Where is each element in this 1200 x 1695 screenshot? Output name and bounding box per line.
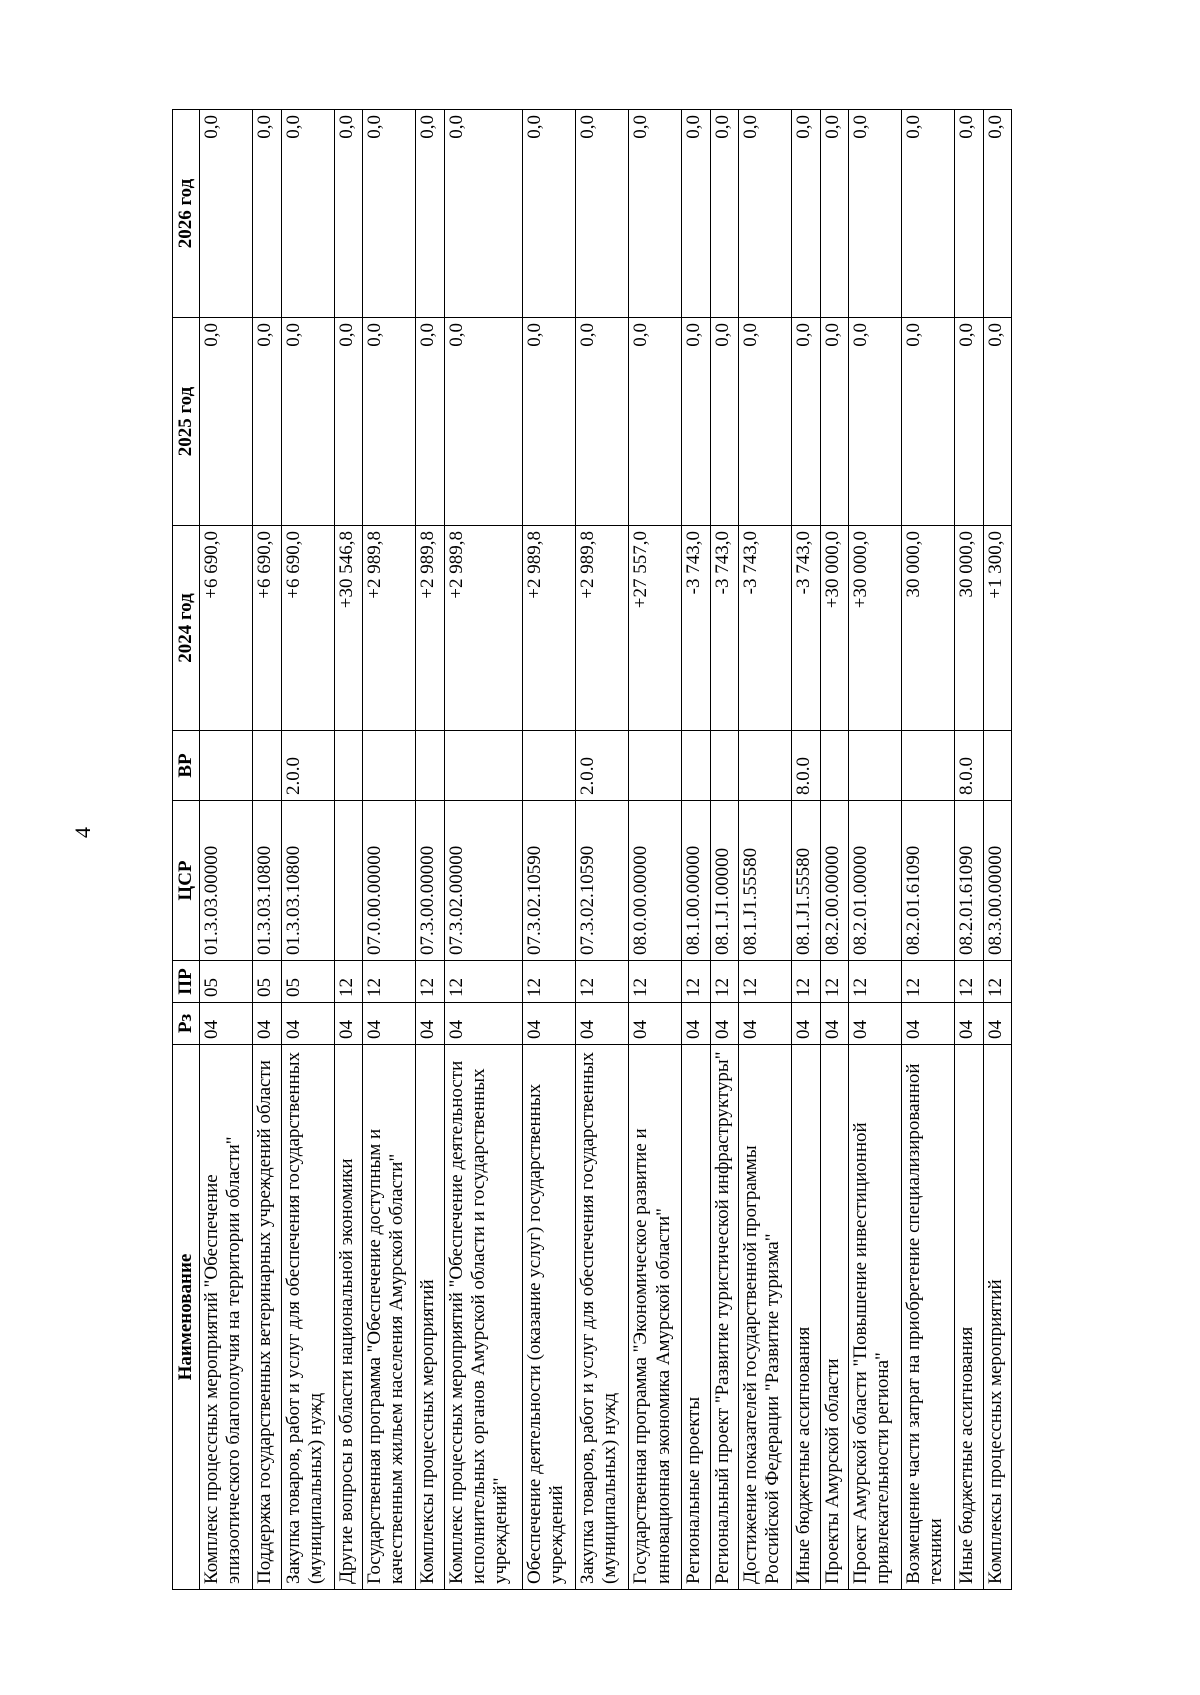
cell-y2025: 0,0 [575,318,628,526]
cell-y2025: 0,0 [200,318,253,526]
table-row [281,110,334,1590]
table-row [682,110,710,1590]
cell-y2024: +27 557,0 [629,526,682,731]
cell-y2025: 0,0 [629,318,682,526]
cell-name: Достижение показателей государственной программы Российской Федерации "Развитие туризма" [739,1045,792,1590]
cell-y2025: 0,0 [416,318,444,526]
cell-y2024: +2 989,8 [416,526,444,731]
cell-rz: 04 [820,1003,848,1045]
cell-csr: 07.3.00.00000 [416,801,444,961]
cell-y2026: 0,0 [792,110,820,318]
cell-vr: 2.0.0 [281,731,334,801]
header-pr: ПР [173,961,200,1003]
cell-pr: 12 [575,961,628,1003]
cell-csr: 01.3.03.10800 [253,801,281,961]
cell-rz: 04 [955,1003,983,1045]
cell-pr: 05 [281,961,334,1003]
cell-pr: 12 [710,961,738,1003]
cell-vr: 8.0.0 [955,731,983,801]
cell-name: Государственная программа "Экономическое развитие и инновационная экономика Амурской области" [629,1045,682,1590]
cell-pr: 05 [253,961,281,1003]
cell-y2024: +6 690,0 [200,526,253,731]
cell-csr: 08.2.00.00000 [820,801,848,961]
cell-name: Закупка товаров, работ и услуг для обеспечения государственных (муниципальных) нужд [575,1045,628,1590]
cell-y2025: 0,0 [253,318,281,526]
header-row [173,110,200,1590]
cell-name: Комплексы процессных мероприятий [983,1045,1011,1590]
cell-name: Проект Амурской области "Повышение инвестиционной привлекательности региона" [848,1045,901,1590]
cell-y2024: +1 300,0 [983,526,1011,731]
cell-y2025: 0,0 [682,318,710,526]
cell-y2024: 30 000,0 [902,526,955,731]
table-row [955,110,983,1590]
cell-csr: 08.1.J1.55580 [792,801,820,961]
cell-rz: 04 [682,1003,710,1045]
cell-y2026: 0,0 [416,110,444,318]
cell-y2026: 0,0 [983,110,1011,318]
table-row [710,110,738,1590]
cell-y2025: 0,0 [792,318,820,526]
cell-pr: 12 [629,961,682,1003]
cell-vr [522,731,575,801]
cell-vr: 2.0.0 [575,731,628,801]
cell-name: Комплекс процессных мероприятий "Обеспечение эпизоотического благополучия на территории области" [200,1045,253,1590]
cell-csr: 08.2.01.61090 [902,801,955,961]
table-row [575,110,628,1590]
cell-vr [983,731,1011,801]
cell-y2024: -3 743,0 [792,526,820,731]
budget-table [172,109,1012,1590]
cell-vr [902,731,955,801]
cell-vr [820,731,848,801]
cell-vr [710,731,738,801]
cell-pr: 12 [955,961,983,1003]
cell-y2026: 0,0 [522,110,575,318]
cell-csr [334,801,362,961]
table-body [200,110,1012,1590]
cell-rz: 04 [792,1003,820,1045]
header-vr: ВР [173,731,200,801]
cell-y2026: 0,0 [848,110,901,318]
cell-name: Обеспечение деятельности (оказание услуг) государственных учреждений [522,1045,575,1590]
cell-vr [739,731,792,801]
cell-vr [848,731,901,801]
cell-csr: 01.3.03.00000 [200,801,253,961]
cell-y2024: +2 989,8 [363,526,416,731]
cell-pr: 12 [522,961,575,1003]
cell-y2025: 0,0 [710,318,738,526]
cell-pr: 12 [792,961,820,1003]
cell-y2024: +2 989,8 [444,526,522,731]
header-2025: 2025 год [173,318,200,526]
cell-pr: 12 [820,961,848,1003]
table-row [363,110,416,1590]
cell-name: Иные бюджетные ассигнования [792,1045,820,1590]
cell-pr: 12 [983,961,1011,1003]
table-row [334,110,362,1590]
cell-rz: 04 [200,1003,253,1045]
table-row [629,110,682,1590]
cell-pr: 12 [444,961,522,1003]
cell-pr: 12 [902,961,955,1003]
header-2024: 2024 год [173,526,200,731]
cell-pr: 12 [682,961,710,1003]
cell-rz: 04 [629,1003,682,1045]
cell-y2024: +30 546,8 [334,526,362,731]
cell-csr: 07.3.02.10590 [522,801,575,961]
cell-y2025: 0,0 [983,318,1011,526]
cell-y2026: 0,0 [334,110,362,318]
table-row [416,110,444,1590]
cell-csr: 01.3.03.10800 [281,801,334,961]
cell-y2026: 0,0 [955,110,983,318]
header-csr: ЦСР [173,801,200,961]
cell-rz: 04 [739,1003,792,1045]
cell-y2025: 0,0 [363,318,416,526]
table-row [820,110,848,1590]
cell-rz: 04 [902,1003,955,1045]
cell-y2024: +2 989,8 [575,526,628,731]
cell-y2026: 0,0 [363,110,416,318]
cell-pr: 12 [334,961,362,1003]
cell-vr: 8.0.0 [792,731,820,801]
table-row [200,110,253,1590]
table-row [792,110,820,1590]
table-row [444,110,522,1590]
cell-y2025: 0,0 [739,318,792,526]
cell-name: Государственная программа "Обеспечение доступным и качественным жильем населения Амурской области" [363,1045,416,1590]
cell-rz: 04 [281,1003,334,1045]
cell-y2026: 0,0 [902,110,955,318]
cell-y2024: +2 989,8 [522,526,575,731]
cell-y2026: 0,0 [200,110,253,318]
cell-y2025: 0,0 [334,318,362,526]
cell-name: Региональные проекты [682,1045,710,1590]
page-number: 4 [70,827,95,838]
cell-y2026: 0,0 [682,110,710,318]
cell-csr: 07.0.00.00000 [363,801,416,961]
table-row [848,110,901,1590]
cell-vr [416,731,444,801]
cell-y2024: +30 000,0 [820,526,848,731]
cell-y2026: 0,0 [281,110,334,318]
cell-y2024: +6 690,0 [281,526,334,731]
header-2026: 2026 год [173,110,200,318]
cell-vr [200,731,253,801]
cell-rz: 04 [444,1003,522,1045]
cell-name: Комплексы процессных мероприятий [416,1045,444,1590]
cell-y2026: 0,0 [820,110,848,318]
cell-pr: 12 [416,961,444,1003]
rotated-table-container [172,110,1012,1590]
cell-y2025: 0,0 [848,318,901,526]
cell-rz: 04 [416,1003,444,1045]
cell-vr [334,731,362,801]
cell-pr: 12 [363,961,416,1003]
cell-y2025: 0,0 [522,318,575,526]
cell-y2024: -3 743,0 [682,526,710,731]
cell-name: Комплекс процессных мероприятий "Обеспечение деятельности исполнительных органов Амурской области и государственных учреждений" [444,1045,522,1590]
cell-y2025: 0,0 [955,318,983,526]
cell-vr [629,731,682,801]
cell-rz: 04 [983,1003,1011,1045]
cell-pr: 12 [848,961,901,1003]
cell-csr: 08.1.00.00000 [682,801,710,961]
cell-y2024: -3 743,0 [710,526,738,731]
header-rz: Рз [173,1003,200,1045]
cell-name: Поддержка государственных ветеринарных учреждений области [253,1045,281,1590]
cell-y2026: 0,0 [575,110,628,318]
cell-csr: 08.1.J1.55580 [739,801,792,961]
cell-name: Региональный проект "Развитие туристической инфраструктуры" [710,1045,738,1590]
cell-rz: 04 [253,1003,281,1045]
cell-rz: 04 [334,1003,362,1045]
cell-y2025: 0,0 [281,318,334,526]
cell-y2026: 0,0 [710,110,738,318]
cell-name: Возмещение части затрат на приобретение специализированной техники [902,1045,955,1590]
cell-y2025: 0,0 [820,318,848,526]
cell-name: Проекты Амурской области [820,1045,848,1590]
cell-y2025: 0,0 [902,318,955,526]
cell-csr: 08.2.01.61090 [955,801,983,961]
cell-y2024: 30 000,0 [955,526,983,731]
cell-y2026: 0,0 [739,110,792,318]
cell-y2024: +6 690,0 [253,526,281,731]
table-row [983,110,1011,1590]
cell-csr: 08.0.00.00000 [629,801,682,961]
cell-vr [444,731,522,801]
cell-y2024: +30 000,0 [848,526,901,731]
table-row [739,110,792,1590]
table-row [253,110,281,1590]
cell-rz: 04 [522,1003,575,1045]
cell-vr [253,731,281,801]
cell-pr: 05 [200,961,253,1003]
cell-y2025: 0,0 [444,318,522,526]
cell-csr: 07.3.02.00000 [444,801,522,961]
cell-csr: 08.1.J1.00000 [710,801,738,961]
cell-y2026: 0,0 [629,110,682,318]
cell-rz: 04 [710,1003,738,1045]
table-row [522,110,575,1590]
cell-csr: 07.3.02.10590 [575,801,628,961]
cell-y2026: 0,0 [253,110,281,318]
cell-name: Закупка товаров, работ и услуг для обеспечения государственных (муниципальных) нужд [281,1045,334,1590]
cell-rz: 04 [575,1003,628,1045]
cell-pr: 12 [739,961,792,1003]
cell-rz: 04 [848,1003,901,1045]
header-name: Наименование [173,1045,200,1590]
cell-vr [682,731,710,801]
cell-name: Иные бюджетные ассигнования [955,1045,983,1590]
cell-csr: 08.3.00.00000 [983,801,1011,961]
cell-rz: 04 [363,1003,416,1045]
table-row [902,110,955,1590]
cell-y2026: 0,0 [444,110,522,318]
cell-name: Другие вопросы в области национальной экономики [334,1045,362,1590]
cell-y2024: -3 743,0 [739,526,792,731]
cell-vr [363,731,416,801]
cell-csr: 08.2.01.00000 [848,801,901,961]
